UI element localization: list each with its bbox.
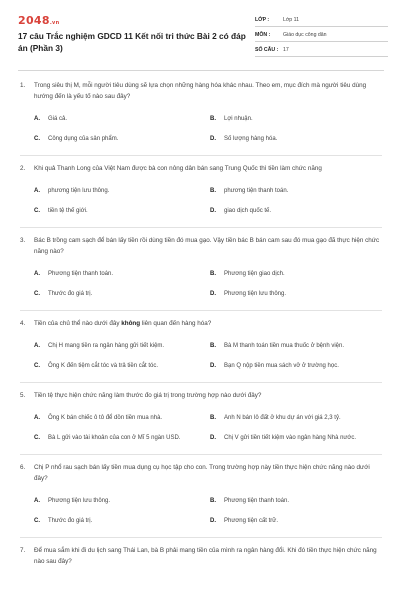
option-letter: D. xyxy=(210,518,216,524)
option-a[interactable] xyxy=(34,181,206,201)
meta-row-subject xyxy=(255,29,388,42)
option-letter: A. xyxy=(34,498,40,504)
option-b[interactable] xyxy=(210,336,382,356)
logo-text: 2048 xyxy=(18,14,50,27)
option-text: Ông K bán chiếc ô tô để dồn tiền mua nhà. xyxy=(48,415,163,421)
option-c[interactable] xyxy=(34,428,206,448)
option-c[interactable] xyxy=(34,284,206,304)
option-a[interactable] xyxy=(34,408,206,428)
negation-emphasis: không xyxy=(121,320,141,327)
site-logo[interactable] xyxy=(18,14,59,27)
meta-value: Giáo dục công dân xyxy=(283,32,327,38)
question-number: 2. xyxy=(20,165,26,172)
option-text: Phương tiện cất trữ. xyxy=(224,518,278,524)
option-b[interactable] xyxy=(210,264,382,284)
question-number: 1. xyxy=(20,82,26,89)
question-number: 3. xyxy=(20,237,26,244)
option-letter: B. xyxy=(210,498,216,504)
option-letter: A. xyxy=(34,116,40,122)
option-text: phương tiện thanh toán. xyxy=(224,188,289,194)
meta-value: Lớp 11 xyxy=(283,17,299,23)
question-number: 6. xyxy=(20,464,26,471)
question-6 xyxy=(20,462,382,538)
question-stem: Khi quả Thanh Long của Việt Nam được bà con nông dân bán sang Trung Quốc thì tiền làm chức năng xyxy=(34,165,322,172)
option-a[interactable] xyxy=(34,491,206,511)
question-divider xyxy=(20,310,382,311)
options-grid xyxy=(34,336,382,376)
question-3 xyxy=(20,235,382,311)
meta-row-class xyxy=(255,14,388,27)
option-letter: B. xyxy=(210,271,216,277)
options-grid xyxy=(34,264,382,304)
option-letter: B. xyxy=(210,188,216,194)
meta-row-count xyxy=(255,44,388,57)
question-divider xyxy=(20,382,382,383)
option-text: Phương tiện thanh toán. xyxy=(48,271,113,277)
option-text: Ông K đến tiệm cắt tóc và trả tiền cắt tóc. xyxy=(48,363,159,369)
option-letter: A. xyxy=(34,343,40,349)
option-text: Bà M thanh toán tiền mua thuốc ở bệnh viện. xyxy=(224,343,345,349)
question-stem: Trong siêu thị M, mỗi người tiêu dùng sẽ lựa chọn những hàng hóa khác nhau. Theo em, mục đích mà người tiêu dùng hướng đến là yếu tố nào sau đây? xyxy=(34,82,367,100)
option-text: Anh N bán lô đất ở khu dự án với giá 2,3 tỷ. xyxy=(224,415,341,421)
question-2 xyxy=(20,163,382,228)
option-letter: D. xyxy=(210,291,216,297)
question-divider xyxy=(20,227,382,228)
option-text: Phương tiện giao dịch. xyxy=(224,271,285,277)
option-a[interactable] xyxy=(34,109,206,129)
question-divider xyxy=(20,155,382,156)
option-d[interactable] xyxy=(210,428,382,448)
option-letter: C. xyxy=(34,518,40,524)
question-divider xyxy=(20,454,382,455)
options-grid xyxy=(34,491,382,531)
options-grid xyxy=(34,181,382,221)
option-a[interactable] xyxy=(34,336,206,356)
option-text: Bà L gửi vào tài khoản của con ở Mĩ 5 ngàn USD. xyxy=(48,435,181,441)
option-c[interactable] xyxy=(34,356,206,376)
option-text: Giá cả. xyxy=(48,116,68,122)
question-list xyxy=(20,80,382,574)
logo-suffix: .vn xyxy=(49,20,60,26)
meta-info xyxy=(255,14,388,59)
options-grid xyxy=(34,109,382,149)
question-7 xyxy=(20,545,382,567)
option-text: Bạn Q nộp tiền mua sách vở ở trường học. xyxy=(224,363,339,369)
option-letter: D. xyxy=(210,435,216,441)
option-letter: C. xyxy=(34,363,40,369)
question-stem: Bác B trồng cam sạch để bán lấy tiền rồi dùng tiền đó mua gạo. Vậy tiền bác B bán cam sau đó mua gạo đã thực hiện chức năng nào? xyxy=(34,237,380,255)
option-b[interactable] xyxy=(210,408,382,428)
option-text: phương tiện lưu thông. xyxy=(48,188,110,194)
question-number: 5. xyxy=(20,392,26,399)
option-c[interactable] xyxy=(34,201,206,221)
option-letter: D. xyxy=(210,136,216,142)
option-b[interactable] xyxy=(210,181,382,201)
option-b[interactable] xyxy=(210,109,382,129)
option-d[interactable] xyxy=(210,201,382,221)
option-letter: C. xyxy=(34,136,40,142)
option-text: giao dịch quốc tế. xyxy=(224,208,272,214)
question-stem: Chị P nhổ rau sạch bán lấy tiền mua dụng cụ học tập cho con. Trong trường hợp này tiền thực hiện chức năng nào dưới đây? xyxy=(34,464,370,482)
question-4 xyxy=(20,318,382,383)
option-text: Lợi nhuận. xyxy=(224,116,253,122)
meta-label: SỐ CÂU : xyxy=(255,47,279,53)
option-letter: C. xyxy=(34,291,40,297)
option-d[interactable] xyxy=(210,284,382,304)
option-letter: C. xyxy=(34,208,40,214)
meta-value: 17 xyxy=(283,47,289,53)
meta-label: MÔN : xyxy=(255,32,271,38)
option-letter: A. xyxy=(34,415,40,421)
question-stem: Để mua sắm khi đi du lịch sang Thái Lan, bà B phải mang tiền của mình ra ngân hàng đổi. Khi đó tiền thực hiện chức năng nào sau đây? xyxy=(34,547,377,565)
question-5 xyxy=(20,390,382,455)
option-c[interactable] xyxy=(34,511,206,531)
option-text: Chị V gửi tiền tiết kiệm vào ngân hàng Nhà nước. xyxy=(224,435,357,441)
option-d[interactable] xyxy=(210,129,382,149)
question-stem: Tiền tệ thực hiện chức năng làm thước đo giá trị trong trường hợp nào dưới đây? xyxy=(34,392,262,399)
page-title: 17 câu Trắc nghiệm GDCD 11 Kết nối tri thức Bài 2 có đáp án (Phần 3) xyxy=(18,31,246,53)
option-letter: D. xyxy=(210,208,216,214)
question-stem: Tiền của chủ thể nào dưới đây không liên quan đến hàng hóa? xyxy=(34,320,212,327)
question-divider xyxy=(20,537,382,538)
option-letter: B. xyxy=(210,415,216,421)
meta-label: LỚP : xyxy=(255,17,270,23)
option-a[interactable] xyxy=(34,264,206,284)
option-text: Công dụng của sản phẩm. xyxy=(48,136,119,142)
option-text: Thước đo giá trị. xyxy=(48,518,93,524)
option-c[interactable] xyxy=(34,129,206,149)
document-header xyxy=(18,14,388,66)
option-text: Chị H mang tiền ra ngân hàng gửi tiết kiệm. xyxy=(48,343,165,349)
option-letter: A. xyxy=(34,188,40,194)
option-letter: D. xyxy=(210,363,216,369)
option-text: Số lượng hàng hóa. xyxy=(224,136,278,142)
option-text: Phương tiện lưu thông. xyxy=(48,498,111,504)
option-letter: B. xyxy=(210,116,216,122)
option-letter: C. xyxy=(34,435,40,441)
option-d[interactable] xyxy=(210,356,382,376)
option-text: Thước đo giá trị. xyxy=(48,291,93,297)
option-text: Phương tiện lưu thông. xyxy=(224,291,287,297)
option-text: tiền tệ thế giới. xyxy=(48,208,88,214)
option-letter: B. xyxy=(210,343,216,349)
question-number: 4. xyxy=(20,320,26,327)
options-grid xyxy=(34,408,382,448)
option-letter: A. xyxy=(34,271,40,277)
option-b[interactable] xyxy=(210,491,382,511)
option-d[interactable] xyxy=(210,511,382,531)
question-number: 7. xyxy=(20,547,26,554)
option-text: Phương tiện thanh toán. xyxy=(224,498,289,504)
question-1 xyxy=(20,80,382,156)
header-divider xyxy=(18,70,384,71)
